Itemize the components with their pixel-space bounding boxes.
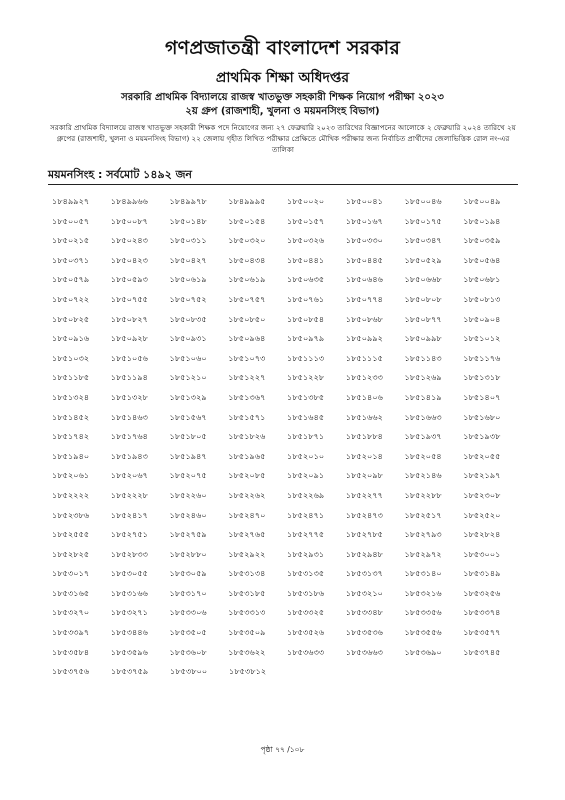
roll-number: ১৮৫১০১২ xyxy=(463,333,501,344)
roll-number: ১৮৫১৯৪৩ xyxy=(110,450,148,461)
roll-number: ১৮৫১৯৪৭ xyxy=(169,450,207,461)
roll-number: ১৮৫০০২০ xyxy=(287,196,325,206)
roll-number: ১৮৫৩৭৫৯ xyxy=(111,666,149,677)
roll-row xyxy=(52,486,522,506)
roll-number: ১৮৫৩৫০৫ xyxy=(169,627,207,638)
roll-number: ১৮৫০৮৫০ xyxy=(228,313,266,324)
roll-number: ১৮৫০৬৪৬ xyxy=(345,274,383,285)
roll-number: ১৮৫২৯৩১ xyxy=(287,548,325,559)
roll-number: ১৮৫২৭৫৯ xyxy=(169,529,207,540)
roll-number: ১৮৫০৯৯৮ xyxy=(404,333,442,344)
roll-number: ১৮৫২৭৫১ xyxy=(110,529,148,540)
roll-number: ১৮৫১৩৮৫ xyxy=(287,391,325,402)
roll-number: ১৮৫২৩০৮ xyxy=(463,489,501,500)
roll-number: ১৮৫১০৭৩ xyxy=(228,352,266,363)
roll-number: ১৮৫৩২৭০ xyxy=(52,607,90,618)
roll-number: ১৮৫২৪৬০ xyxy=(169,509,207,520)
roll-number: ১৮৫৩৫৩৬ xyxy=(345,627,383,638)
roll-number: ১৮৫৩৭৫৬ xyxy=(52,666,90,677)
roll-row xyxy=(52,290,522,310)
roll-number: ১৮৫০৯০৪ xyxy=(463,313,501,324)
roll-number: ১৮৫২২৬৯ xyxy=(287,489,325,500)
roll-number: ১৮৫০০৮৭ xyxy=(110,215,148,226)
roll-number: ১৮৫০১৪৮ xyxy=(169,215,207,226)
roll-number: ১৮৫১৯৩৮ xyxy=(463,431,501,442)
roll-number: ১৮৫০০৪১ xyxy=(345,196,383,206)
roll-number: ১৮৫২১৪৬ xyxy=(404,470,442,481)
roll-number: ১৮৫০৬১৯ xyxy=(169,274,207,285)
roll-number: ১৮৫০৫৯৩ xyxy=(110,274,148,285)
roll-number: ১৮৫২৮৩৩ xyxy=(110,548,148,559)
roll-number: ১৮৫০৯৭৯ xyxy=(287,333,325,344)
roll-number: ১৮৫০৩২৬ xyxy=(287,235,325,246)
roll-number: ১৮৫২২৬০ xyxy=(169,489,207,500)
roll-number: ১৮৫০২১৫ xyxy=(52,235,90,246)
exam-title: সরকারি প্রাথমিক বিদ্যালয়ে রাজস্ব খাতভুক্ত সহকারী শিক্ষক নিয়োগ পরীক্ষা ২০২৩ xyxy=(121,92,444,103)
roll-number: ১৮৫০২৪৩ xyxy=(110,235,148,246)
roll-row xyxy=(52,349,522,369)
roll-number: ১৮৫০৭৭৪ xyxy=(345,293,383,304)
roll-number: ১৮৫৩৩৪৮ xyxy=(345,607,383,618)
roll-row xyxy=(52,270,522,290)
roll-number: ১৮৫০৮৭৭ xyxy=(404,313,442,324)
roll-number: ১৮৫৩১৮৬ xyxy=(287,587,325,598)
roll-number: ১৮৫৩১৭০ xyxy=(169,587,207,598)
roll-number: ১৮৫২০৬৭ xyxy=(110,470,148,481)
roll-number: ১৮৫১৫৭১ xyxy=(228,411,266,422)
roll-number: ১৮৫২৪৭০ xyxy=(228,509,266,520)
roll-number: ১৮৫৩৫৯৬ xyxy=(110,646,148,657)
roll-number: ১৮৫২৯৭২ xyxy=(404,548,442,559)
roll-number: ১৮৫২৪৭৩ xyxy=(345,509,383,520)
roll-number: ১৮৫০৩৩০ xyxy=(345,235,383,246)
roll-number: ১৮৫১৪১৯ xyxy=(404,391,442,402)
roll-number: ১৮৫৩২১০ xyxy=(345,587,383,598)
roll-number: ১৮৫১৬৮০ xyxy=(463,411,501,422)
roll-number: ১৮৫০৮৫৪ xyxy=(287,313,325,324)
roll-row xyxy=(52,545,522,565)
roll-number: ১৮৫০৩৫৯ xyxy=(463,235,501,246)
roll-number: ১৮৫৩১৩৫ xyxy=(287,568,325,579)
roll-row xyxy=(52,388,522,408)
roll-number: ১৮৫৩৬২২ xyxy=(228,646,266,657)
roll-number: ১৮৫২৫২০ xyxy=(463,509,501,520)
roll-number: ১৮৫১৫৬৭ xyxy=(169,411,207,422)
roll-number: ১৮৫০৯৯২ xyxy=(345,333,383,344)
roll-number: ১৮৫২০৫৪ xyxy=(404,450,442,461)
roll-number: ১৮৫৩০০১ xyxy=(463,548,501,559)
roll-number-grid xyxy=(52,192,522,682)
roll-number: ১৮৫১৭৪২ xyxy=(52,431,90,442)
roll-number: ১৮৫২২৭৭ xyxy=(345,489,383,500)
roll-number: ১৮৫৩৬০৮ xyxy=(169,646,207,657)
roll-number: ১৮৫১৯৪০ xyxy=(52,450,90,461)
roll-number: ১৮৫১২২৮ xyxy=(287,372,325,383)
roll-number: ১৮৫১১৯৪ xyxy=(110,372,148,383)
roll-number: ১৮৫০৮০৮ xyxy=(404,293,442,304)
roll-number: ১৮৫০৪৪১ xyxy=(287,254,325,265)
roll-row xyxy=(52,251,522,271)
roll-number: ১৮৫১৮০৫ xyxy=(169,431,207,442)
roll-number: ১৮৫১০৬০ xyxy=(169,352,207,363)
roll-number: ১৮৫৩৫৫৬ xyxy=(404,627,442,638)
roll-number: ১৮৫০৩১১ xyxy=(169,235,207,246)
roll-number: ১৮৫০৮২৫ xyxy=(52,313,90,324)
roll-number: ১৮৫২৮২৪ xyxy=(463,529,501,540)
roll-number: ১৮৫২২৮৮ xyxy=(404,489,442,500)
roll-number: ১৮৫০০৪৬ xyxy=(404,196,442,206)
roll-number: ১৮৫৩৫০৯ xyxy=(228,627,266,638)
roll-row xyxy=(52,584,522,604)
roll-number: ১৮৫২০৫৫ xyxy=(463,450,501,461)
roll-number: ১৮৫২৭৭৫ xyxy=(287,529,325,540)
roll-number: ১৮৫৩৫৮৪ xyxy=(52,646,90,657)
roll-number: ১৮৫২০৮৫ xyxy=(228,470,266,481)
roll-number: ১৮৫২০৯১ xyxy=(287,470,325,481)
roll-number: ১৮৫০৪২৭ xyxy=(169,254,207,265)
roll-number: ১৮৪৯৯৯৫ xyxy=(228,196,266,206)
roll-number: ১৮৫০১৫৭ xyxy=(287,215,325,226)
roll-number: ১৮৫০১৬৭ xyxy=(345,215,383,226)
roll-number: ১৮৫২৮২৫ xyxy=(52,548,90,559)
roll-number: ১৮৫৩৩৭৪ xyxy=(463,607,501,618)
roll-number: ১৮৫১৪০৭ xyxy=(463,391,501,402)
roll-number: ১৮৫১৩৬৭ xyxy=(228,391,266,402)
department-title: প্রাথমিক শিক্ষা অধিদপ্তর xyxy=(215,70,350,86)
roll-number: ১৮৫০৬৬৮ xyxy=(404,274,442,285)
roll-number: ১৮৫০৭৬১ xyxy=(287,293,325,304)
roll-number: ১৮৫৩১৬৫ xyxy=(52,587,90,598)
roll-number: ১৮৫১১৪৩ xyxy=(404,352,442,363)
roll-number: ১৮৫১২৬৯ xyxy=(404,372,442,383)
roll-number: ১৮৫০৭২২ xyxy=(52,293,90,304)
roll-row xyxy=(52,329,522,349)
roll-number: ১৮৫২০৯৮ xyxy=(345,470,383,481)
roll-number: ১৮৫২০৭৫ xyxy=(169,470,207,481)
roll-number: ১৮৫৩৩৯৭ xyxy=(52,627,90,638)
roll-number: ১৮৫৩০১৭ xyxy=(52,568,90,579)
roll-number: ১৮৫৩৫২৬ xyxy=(287,627,325,638)
roll-row xyxy=(52,212,522,232)
roll-row xyxy=(52,427,522,447)
roll-number: ১৮৫৩৫৭৭ xyxy=(463,627,501,638)
roll-number: ১৮৫০৪৩৪ xyxy=(228,254,266,265)
roll-number: ১৮৫১২১০ xyxy=(169,372,207,383)
roll-row xyxy=(52,643,522,663)
government-title: গণপ্রজাতন্ত্রী বাংলাদেশ সরকার xyxy=(165,37,400,59)
roll-number: ১৮৫২০১০ xyxy=(287,450,325,461)
roll-number: ১৮৫১৯৩৭ xyxy=(404,431,442,442)
roll-row xyxy=(52,623,522,643)
roll-number: ১৮৫৩১৩৪ xyxy=(228,568,266,579)
roll-number: ১৮৫০৮৩৫ xyxy=(169,313,207,324)
roll-row xyxy=(52,564,522,584)
heading-divider xyxy=(48,184,518,185)
roll-number: ১৮৫২২২২ xyxy=(52,489,90,500)
roll-row xyxy=(52,506,522,526)
roll-number: ১৮৫০৬৩৫ xyxy=(287,274,325,285)
roll-number: ১৮৫০৩৪৭ xyxy=(404,235,442,246)
roll-number: ১৮৫৩৩২৫ xyxy=(287,607,325,618)
roll-number: ১৮৪৯৯৬৬ xyxy=(110,196,148,206)
roll-number: ১৮৫১৪৫২ xyxy=(52,411,90,422)
roll-number: ১৮৫৩১৪৯ xyxy=(463,568,501,579)
roll-number: ১৮৫২৯৪৮ xyxy=(345,548,383,559)
roll-number: ১৮৫২৪৭১ xyxy=(287,509,325,520)
roll-number: ১৮৫২৭৬৫ xyxy=(228,529,266,540)
roll-number: ১৮৫২২২৮ xyxy=(110,489,148,500)
roll-number: ১৮৫১০৫৬ xyxy=(110,352,148,363)
roll-number: ১৮৫০৯৬৪ xyxy=(228,333,266,344)
roll-number: ১৮৫০৭৫৭ xyxy=(228,293,266,304)
roll-number: ১৮৫০৪২৩ xyxy=(110,254,148,265)
roll-number: ১৮৫২০১৪ xyxy=(345,450,383,461)
roll-number: ১৮৫৩৪৪৬ xyxy=(110,627,148,638)
roll-row xyxy=(52,231,522,251)
roll-number: ১৮৫১১১৩ xyxy=(287,352,325,363)
roll-row xyxy=(52,447,522,467)
roll-row xyxy=(52,662,522,682)
roll-row xyxy=(52,368,522,388)
roll-number: ১৮৫৩৬৯০ xyxy=(404,646,442,657)
roll-number: ১৮৫১৯৬৫ xyxy=(228,450,266,461)
roll-number: ১৮৫৩৩৫৬ xyxy=(404,607,442,618)
roll-number: ১৮৫৩০৫৫ xyxy=(110,568,148,579)
roll-number: ১৮৫১৪৬৩ xyxy=(110,411,148,422)
roll-number: ১৮৫০৪৪৫ xyxy=(345,254,383,265)
roll-number: ১৮৫০৭৫৫ xyxy=(110,293,148,304)
roll-number: ১৮৫০৮২৭ xyxy=(110,313,148,324)
roll-number: ১৮৫১২২৭ xyxy=(228,372,266,383)
roll-number: ১৮৫৩৭৪৫ xyxy=(463,646,501,657)
roll-number: ১৮৫১৩২৯ xyxy=(169,391,207,402)
roll-number: ১৮৫১৩২৪ xyxy=(52,391,90,402)
roll-row xyxy=(52,525,522,545)
roll-number: ১৮৫১৭৬৪ xyxy=(110,431,148,442)
roll-number: ১৮৫৩৬৩৩ xyxy=(287,646,325,657)
roll-number: ১৮৫১১৭৬ xyxy=(463,352,501,363)
roll-number: ১৮৫০৮১৩ xyxy=(463,293,501,304)
roll-number: ১৮৫২৮৮০ xyxy=(169,548,207,559)
roll-number: ১৮৫০৯১৬ xyxy=(52,333,90,344)
roll-number: ১৮৫৩১৪০ xyxy=(404,568,442,579)
roll-number: ১৮৫১৬৪৫ xyxy=(287,411,325,422)
roll-number: ১৮৫০৫২৯ xyxy=(404,254,442,265)
roll-row xyxy=(52,310,522,330)
page-number: পৃষ্ঠা ৭৭ /১০৮ xyxy=(260,745,305,754)
roll-number: ১৮৫৩৩০৬ xyxy=(169,607,207,618)
notice-text: সরকারি প্রাথমিক বিদ্যালয়ে রাজস্ব খাতভুক্ত সহকারী শিক্ষক পদে নিয়োগের জন্য ২৭ ফেব্রুয়ারি ২০২৩ তারিখের বিজ্ঞাপনের আলোকে ২ ফেব্রুয়ারি ২০২৪ তারিখে ২য় গ্রুপের (রাজশাহী, খুলনা ও ময়মনসিংহ বিভাগ) ২২ জেলায় গৃহীত লিখিত পরীক্ষার প্রেক্ষিতে মৌখিক পরীক্ষার জন্য নির্বাচিত প্রার্থীদের জেলাভিত্তিক রোল নং-এর তালিকা xyxy=(50,123,516,154)
group-title: ২য় গ্রুপ (রাজশাহী, খুলনা ও ময়মনসিংহ বিভাগ) xyxy=(185,106,380,117)
roll-number: ১৮৫৩২১৬ xyxy=(404,587,442,598)
roll-row xyxy=(52,603,522,623)
roll-number: ১৮৫০৩৭১ xyxy=(52,254,90,265)
roll-number: ১৮৫০৭৫২ xyxy=(169,293,207,304)
roll-number: ১৮৫০৮৬৮ xyxy=(345,313,383,324)
roll-number: ১৮৫৩১৬৬ xyxy=(110,587,148,598)
roll-number: ১৮৫০৬১৯ xyxy=(228,274,266,285)
roll-number: ১৮৫১১১৫ xyxy=(345,352,383,363)
roll-number: ১৮৫৩৮১২ xyxy=(229,666,267,677)
roll-number: ১৮৪৯৯২৭ xyxy=(52,196,90,206)
roll-number: ১৮৫২৯২২ xyxy=(228,548,266,559)
roll-number: ১৮৫৩৩১৩ xyxy=(228,607,266,618)
roll-row xyxy=(52,192,522,212)
roll-number: ১৮৫০৩২০ xyxy=(228,235,266,246)
roll-number: ১৮৫২৫১৭ xyxy=(404,509,442,520)
roll-number: ১৮৫১৬৬৩ xyxy=(404,411,442,422)
roll-number: ১৮৫১৮২৬ xyxy=(228,431,266,442)
roll-number: ১৮৫০১৫৪ xyxy=(228,215,266,226)
roll-number: ১৮৫২৭৮৫ xyxy=(345,529,383,540)
roll-number: ১৮৫২৩৮৬ xyxy=(52,509,90,520)
roll-number: ১৮৫৩১৮৫ xyxy=(228,587,266,598)
roll-number: ১৮৫১৩১৮ xyxy=(463,372,501,383)
roll-number: ১৮৫২৫৫৫ xyxy=(52,529,90,540)
roll-number: ১৮৫০৬৮১ xyxy=(463,274,501,285)
roll-number: ১৮৫০৫৭৯ xyxy=(52,274,90,285)
roll-number: ১৮৫০০৪৯ xyxy=(463,196,501,206)
roll-number: ১৮৪৯৯৭৮ xyxy=(169,196,207,206)
roll-number: ১৮৫২২৬২ xyxy=(228,489,266,500)
roll-number: ১৮৫৩২৫৬ xyxy=(463,587,501,598)
roll-number: ১৮৫০০৫৭ xyxy=(52,215,90,226)
roll-number: ১৮৫১৮৭১ xyxy=(287,431,325,442)
roll-number: ১৮৫৩১৩৭ xyxy=(345,568,383,579)
district-heading: ময়মনসিংহ : সর্বমোট ১৪৯২ জন xyxy=(48,168,192,181)
roll-number: ১৮৫১৬৬২ xyxy=(345,411,383,422)
roll-number: ১৮৫২০৬১ xyxy=(52,470,90,481)
roll-row xyxy=(52,466,522,486)
roll-number: ১৮৫১৪০৬ xyxy=(345,391,383,402)
roll-number: ১৮৫৩৬৬৩ xyxy=(345,646,383,657)
roll-number: ১৮৫১১৮৫ xyxy=(52,372,90,383)
roll-number: ১৮৫০৯৩১ xyxy=(169,333,207,344)
roll-number: ১৮৫৩০৫৯ xyxy=(169,568,207,579)
roll-number: ১৮৫১২৩৩ xyxy=(345,372,383,383)
roll-row xyxy=(52,408,522,428)
roll-number: ১৮৫০১৭৫ xyxy=(404,215,442,226)
roll-number: ১৮৫১৩২৮ xyxy=(110,391,148,402)
roll-number: ১৮৫০১৯৪ xyxy=(463,215,501,226)
roll-number: ১৮৫০৫৬৪ xyxy=(463,254,501,265)
roll-number: ১৮৫১০৩২ xyxy=(52,352,90,363)
roll-number: ১৮৫০৯২৮ xyxy=(110,333,148,344)
roll-number: ১৮৫৩২৭১ xyxy=(110,607,148,618)
roll-number: ১৮৫১৮৮৪ xyxy=(345,431,383,442)
roll-number: ১৮৫২৭৯৩ xyxy=(404,529,442,540)
roll-number: ১৮৫২৪১৭ xyxy=(110,509,148,520)
roll-number: ১৮৫২১৯৭ xyxy=(463,470,501,481)
roll-number: ১৮৫৩৮০০ xyxy=(170,666,208,677)
